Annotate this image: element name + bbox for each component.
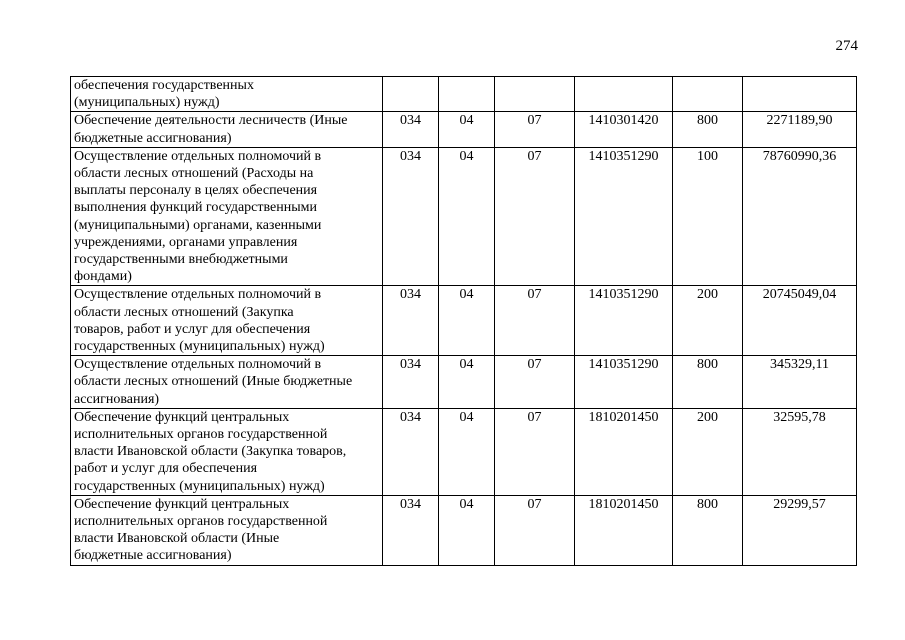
- description-line: Осуществление отдельных полномочий в: [74, 287, 322, 303]
- ministry-code: 034: [383, 286, 439, 356]
- row-description: [71, 495, 383, 565]
- section-code: 04: [439, 408, 495, 495]
- target-article-code: 1410351290: [575, 286, 673, 356]
- subsection-code: 07: [495, 495, 575, 565]
- description-line: ассигнования): [74, 391, 160, 407]
- ministry-code: 034: [383, 356, 439, 409]
- table-row: [71, 77, 857, 112]
- subsection-code: 07: [495, 112, 575, 147]
- description-line: выполнения функций государственными: [74, 200, 317, 216]
- target-article-code: 1810201450: [575, 408, 673, 495]
- row-description: [71, 408, 383, 495]
- subsection-code: 07: [495, 147, 575, 286]
- description-line: исполнительных органов государственной: [74, 514, 328, 530]
- description-line: Обеспечение функций центральных: [74, 409, 290, 425]
- subsection-code: 07: [495, 408, 575, 495]
- target-article-code: 1810201450: [575, 495, 673, 565]
- ministry-code: 034: [383, 495, 439, 565]
- description-line: обеспечения государственных: [74, 78, 254, 93]
- section-code: 04: [439, 356, 495, 409]
- description-line: государственных (муниципальных) нужд): [74, 478, 325, 494]
- table-row: [71, 408, 857, 495]
- target-article-code: 1410351290: [575, 147, 673, 286]
- description-line: государственными внебюджетными: [74, 252, 288, 268]
- section-code: [439, 77, 495, 112]
- subsection-code: [495, 77, 575, 112]
- table-row: [71, 356, 857, 409]
- expense-type-code: 800: [673, 112, 743, 147]
- subsection-code: 07: [495, 286, 575, 356]
- amount: 32595,78: [743, 408, 857, 495]
- target-article-code: 1410301420: [575, 112, 673, 147]
- row-description: [71, 286, 383, 356]
- description-line: власти Ивановской области (Иные: [74, 531, 280, 547]
- amount: 78760990,36: [743, 147, 857, 286]
- ministry-code: 034: [383, 112, 439, 147]
- description-line: бюджетные ассигнования): [74, 130, 232, 146]
- table-row: [71, 147, 857, 286]
- description-line: области лесных отношений (Расходы на: [74, 166, 314, 182]
- description-line: области лесных отношений (Иные бюджетные: [74, 374, 353, 390]
- amount: 345329,11: [743, 356, 857, 409]
- ministry-code: 034: [383, 147, 439, 286]
- section-code: 04: [439, 495, 495, 565]
- section-code: 04: [439, 286, 495, 356]
- expense-type-code: 800: [673, 356, 743, 409]
- description-line: бюджетные ассигнования): [74, 548, 232, 564]
- ministry-code: 034: [383, 408, 439, 495]
- description-line: (муниципальными) органами, казенными: [74, 217, 322, 233]
- amount: 20745049,04: [743, 286, 857, 356]
- description-line: исполнительных органов государственной: [74, 427, 328, 443]
- table-row: [71, 495, 857, 565]
- page-number: 274: [835, 38, 858, 54]
- table-row: [71, 286, 857, 356]
- subsection-code: 07: [495, 356, 575, 409]
- description-line: товаров, работ и услуг для обеспечения: [74, 321, 311, 337]
- description-line: области лесных отношений (Закупка: [74, 304, 294, 320]
- row-description: [71, 112, 383, 147]
- description-line: выплаты персоналу в целях обеспечения: [74, 183, 318, 199]
- ministry-code: [383, 77, 439, 112]
- description-line: Обеспечение функций центральных: [74, 496, 290, 512]
- amount: 29299,57: [743, 495, 857, 565]
- budget-table: [70, 76, 857, 566]
- description-line: фондами): [74, 269, 132, 285]
- expense-type-code: 100: [673, 147, 743, 286]
- description-line: (муниципальных) нужд): [74, 95, 220, 111]
- amount: 2271189,90: [743, 112, 857, 147]
- target-article-code: 1410351290: [575, 356, 673, 409]
- description-line: Обеспечение деятельности лесничеств (Иные: [74, 113, 348, 129]
- description-line: власти Ивановской области (Закупка товаров,: [74, 444, 347, 460]
- section-code: 04: [439, 147, 495, 286]
- expense-type-code: 800: [673, 495, 743, 565]
- description-line: Осуществление отдельных полномочий в: [74, 357, 322, 373]
- description-line: работ и услуг для обеспечения: [74, 461, 258, 477]
- description-line: Осуществление отдельных полномочий в: [74, 148, 322, 164]
- target-article-code: [575, 77, 673, 112]
- expense-type-code: 200: [673, 286, 743, 356]
- expense-type-code: 200: [673, 408, 743, 495]
- section-code: 04: [439, 112, 495, 147]
- table-row: [71, 112, 857, 147]
- row-description: [71, 147, 383, 286]
- row-description: [71, 356, 383, 409]
- row-description: [71, 77, 383, 112]
- amount: [743, 77, 857, 112]
- expense-type-code: [673, 77, 743, 112]
- description-line: учреждениями, органами управления: [74, 234, 298, 250]
- description-line: государственных (муниципальных) нужд): [74, 339, 325, 355]
